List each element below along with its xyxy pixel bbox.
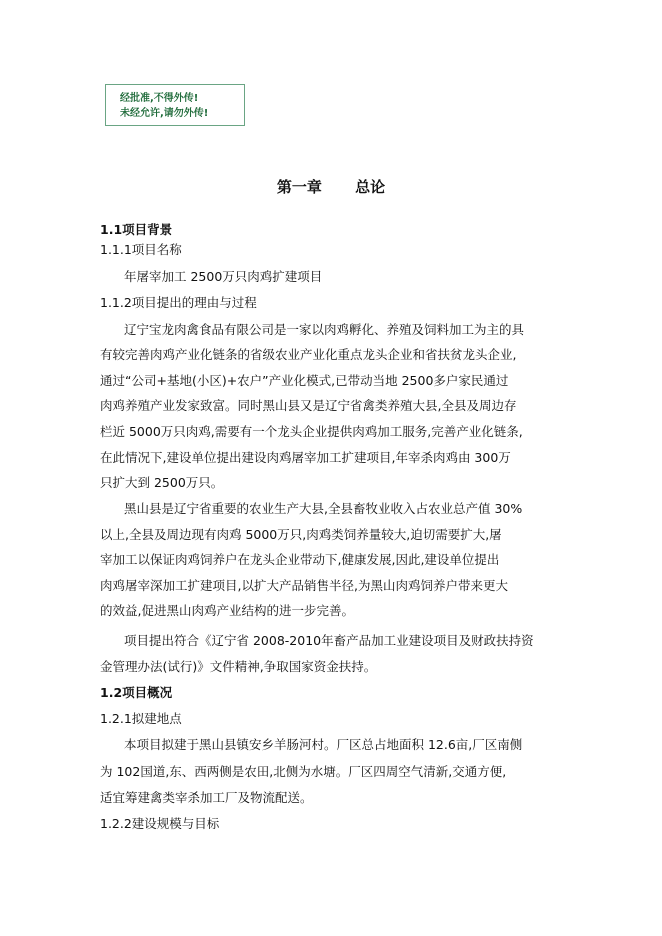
confidential-stamp — [105, 84, 245, 126]
subsection-heading: 1.1.2项目提出的理由与过程 — [100, 295, 257, 310]
subsection-heading: 1.2.1拟建地点 — [100, 711, 182, 726]
subsection-heading: 1.2.2建设规模与目标 — [100, 816, 220, 831]
paragraph-line: 为 102国道,东、西两侧是农田,北侧为水塘。厂区四周空气清新,交通方便, — [100, 764, 507, 779]
paragraph-line: 宰加工以保证肉鸡饲养户在龙头企业带动下,健康发展,因此,建设单位提出 — [100, 552, 500, 567]
stamp-line-1: 经批准,不得外传! — [120, 93, 199, 104]
paragraph-line: 肉鸡养殖产业发家致富。同时黑山县又是辽宁省禽类养殖大县,全县及周边存 — [100, 398, 517, 413]
paragraph-line: 通过“公司+基地(小区)+农户”产业化模式,已带动当地 2500多户家民通过 — [100, 373, 509, 388]
paragraph-line: 的效益,促进黑山肉鸡产业结构的进一步完善。 — [100, 603, 354, 618]
paragraph-line: 有较完善肉鸡产业化链条的省级农业产业化重点龙头企业和省扶贫龙头企业, — [100, 347, 517, 362]
paragraph-line: 黑山县是辽宁省重要的农业生产大县,全县畜牧业收入占农业总产值 30% — [124, 501, 523, 516]
paragraph-line: 本项目拟建于黑山县镇安乡羊肠河村。厂区总占地面积 12.6亩,厂区南侧 — [124, 737, 523, 752]
chapter-heading — [0, 176, 662, 197]
paragraph-line: 肉鸡屠宰深加工扩建项目,以扩大产品销售半径,为黑山肉鸡饲养户带来更大 — [100, 578, 508, 593]
stamp-line-2: 未经允许,请勿外传! — [120, 108, 209, 119]
paragraph-line: 只扩大到 2500万只。 — [100, 475, 224, 490]
paragraph-line: 栏近 5000万只肉鸡,需要有一个龙头企业提供肉鸡加工服务,完善产业化链条, — [100, 424, 523, 439]
paragraph-line: 金管理办法(试行)》文件精神,争取国家资金扶持。 — [100, 659, 377, 674]
project-name: 年屠宰加工 2500万只肉鸡扩建项目 — [124, 269, 323, 284]
chapter-number: 第一章 — [276, 178, 322, 196]
paragraph-line: 在此情况下,建设单位提出建设肉鸡屠宰加工扩建项目,年宰杀肉鸡由 300万 — [100, 450, 511, 465]
section-heading: 1.1项目背景 — [100, 222, 173, 237]
paragraph-line: 适宜筹建禽类宰杀加工厂及物流配送。 — [100, 790, 313, 805]
section-heading: 1.2项目概况 — [100, 685, 173, 700]
chapter-title: 总论 — [355, 178, 386, 196]
paragraph-line: 以上,全县及周边现有肉鸡 5000万只,肉鸡类饲养量较大,迫切需要扩大,屠 — [100, 527, 502, 542]
paragraph-line: 项目提出符合《辽宁省 2008-2010年畜产品加工业建设项目及财政扶持资 — [124, 633, 534, 648]
paragraph-line: 辽宁宝龙肉禽食品有限公司是一家以肉鸡孵化、养殖及饲料加工为主的具 — [124, 322, 525, 337]
subsection-heading: 1.1.1项目名称 — [100, 242, 182, 257]
